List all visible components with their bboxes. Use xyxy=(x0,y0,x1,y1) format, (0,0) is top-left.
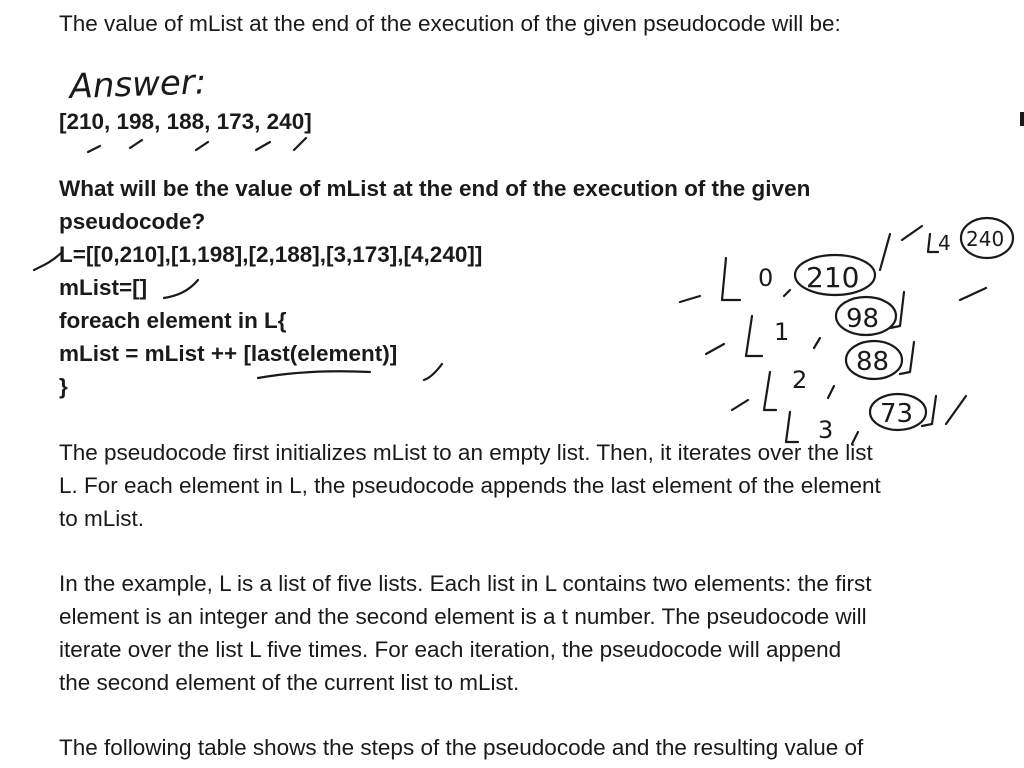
tick-mark xyxy=(256,142,270,150)
tick-mark xyxy=(732,400,748,410)
tick-mark xyxy=(88,146,100,152)
handwritten-value-3: 73 xyxy=(880,399,914,429)
circle-mark xyxy=(846,341,902,379)
handwritten-index-1: 1 xyxy=(774,318,790,346)
handwritten-answer-label: Answer: xyxy=(68,62,207,107)
question-line-2: pseudocode? xyxy=(59,209,206,234)
code-line-3: foreach element in L{ xyxy=(59,308,287,333)
bracket-stroke xyxy=(928,234,938,252)
bracket-stroke xyxy=(746,316,762,356)
tick-mark xyxy=(294,138,306,150)
bracket-stroke xyxy=(722,258,740,300)
comma-stroke xyxy=(784,290,790,296)
para1-line-3: to mList. xyxy=(59,506,145,531)
bracket-stroke xyxy=(764,372,776,410)
bracket-stroke xyxy=(900,342,914,374)
circle-mark xyxy=(870,394,926,430)
check-mark xyxy=(424,364,442,380)
handwritten-value-0: 210 xyxy=(806,261,860,294)
handwritten-value-2: 88 xyxy=(856,347,890,377)
tick-mark xyxy=(130,140,142,148)
tick-mark xyxy=(706,344,724,354)
code-line-5: } xyxy=(59,374,68,399)
comma-stroke xyxy=(814,338,820,348)
para2-line-4: the second element of the current list to mList. xyxy=(59,670,520,695)
tick-mark xyxy=(680,296,700,302)
handwritten-value-1: 98 xyxy=(846,304,880,334)
para2-line-1: In the example, L is a list of five lists. Each list in L contains two elements: the first xyxy=(59,571,872,596)
bracket-stroke xyxy=(922,396,936,426)
bracket-stroke xyxy=(890,292,904,328)
circle-mark xyxy=(961,218,1013,258)
intro-text: The value of mList at the end of the execution of the given pseudocode will be: xyxy=(59,11,841,36)
para1-line-1: The pseudocode first initializes mList to an empty list. Then, it iterates over the list xyxy=(59,440,873,465)
code-line-4: mList = mList ++ [last(element)] xyxy=(59,341,398,366)
handwritten-index-4: 4 xyxy=(938,231,951,255)
tick-mark xyxy=(960,288,986,300)
comma-stroke xyxy=(828,386,834,398)
check-mark xyxy=(164,280,198,298)
check-mark xyxy=(34,252,62,270)
page-edge-mark xyxy=(1020,112,1024,126)
code-line-1: L=[[0,210],[1,198],[2,188],[3,173],[4,240]] xyxy=(59,242,483,267)
answer-value: [210, 198, 188, 173, 240] xyxy=(59,109,312,134)
code-line-2: mList=[] xyxy=(59,275,148,300)
para2-line-2: element is an integer and the second element is a t number. The pseudocode will xyxy=(59,604,867,629)
tick-mark xyxy=(902,226,922,240)
circle-mark xyxy=(795,255,875,295)
para1-line-2: L. For each element in L, the pseudocode appends the last element of the element xyxy=(59,473,881,498)
para2-line-3: iterate over the list L five times. For each iteration, the pseudocode will append xyxy=(59,637,842,662)
handwritten-index-3: 3 xyxy=(818,416,834,444)
tick-mark xyxy=(946,396,966,424)
handwritten-index-0: 0 xyxy=(758,264,774,292)
underline-stroke xyxy=(258,371,370,378)
tick-mark xyxy=(196,142,208,150)
question-line-1: What will be the value of mList at the end of the execution of the given xyxy=(59,176,811,201)
para3-line-1: The following table shows the steps of the pseudocode and the resulting value of xyxy=(59,735,864,760)
circle-mark xyxy=(836,297,896,335)
handwritten-value-4: 240 xyxy=(966,227,1005,251)
handwritten-index-2: 2 xyxy=(792,366,808,394)
tick-mark xyxy=(880,234,890,270)
